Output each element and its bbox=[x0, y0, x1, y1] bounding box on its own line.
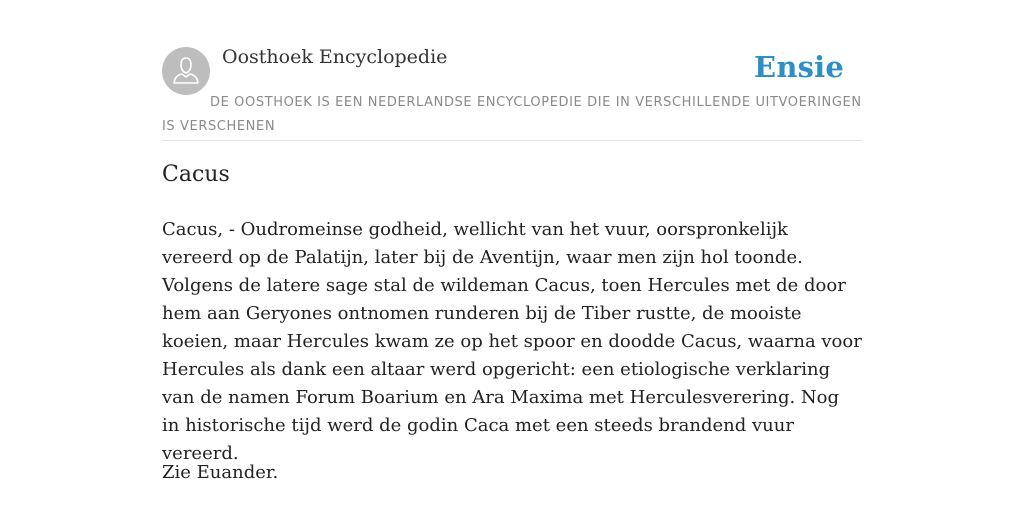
ensie-logo[interactable]: Ensie bbox=[754, 50, 844, 84]
see-also-text: Zie Euander. bbox=[162, 462, 279, 483]
user-icon[interactable] bbox=[162, 47, 210, 95]
article-title: Cacus bbox=[162, 162, 230, 187]
article-body: Cacus, - Oudromeinse godheid, wellicht van het vuur, oorspronkelijk vereerd op de Palatijn, later bij de Aventijn, waar men zijn hol toonde. Volgens de latere sage stal de wildeman Cacus, toen Hercules met de door hem aan Geryones ontnomen runderen bij de Tiber rustte, de mooiste koeien, maar Hercules kwam ze op het spoor en doodde Cacus, waarna voor Hercules als dank een altaar werd opgericht: een etiologische verklaring van de namen Forum Boarium en Ara Maxima met Herculesverering. Nog in historische tijd werd de godin Caca met een steeds brandend vuur vereerd. bbox=[162, 219, 862, 464]
source-tagline: DE OOSTHOEK IS EEN NEDERLANDSE ENCYCLOPEDIE DIE IN VERSCHILLENDE UITVOERINGEN IS VERSCHENEN bbox=[162, 95, 862, 134]
site-name[interactable]: Oosthoek Encyclopedie bbox=[222, 46, 448, 68]
source-header bbox=[162, 44, 862, 141]
